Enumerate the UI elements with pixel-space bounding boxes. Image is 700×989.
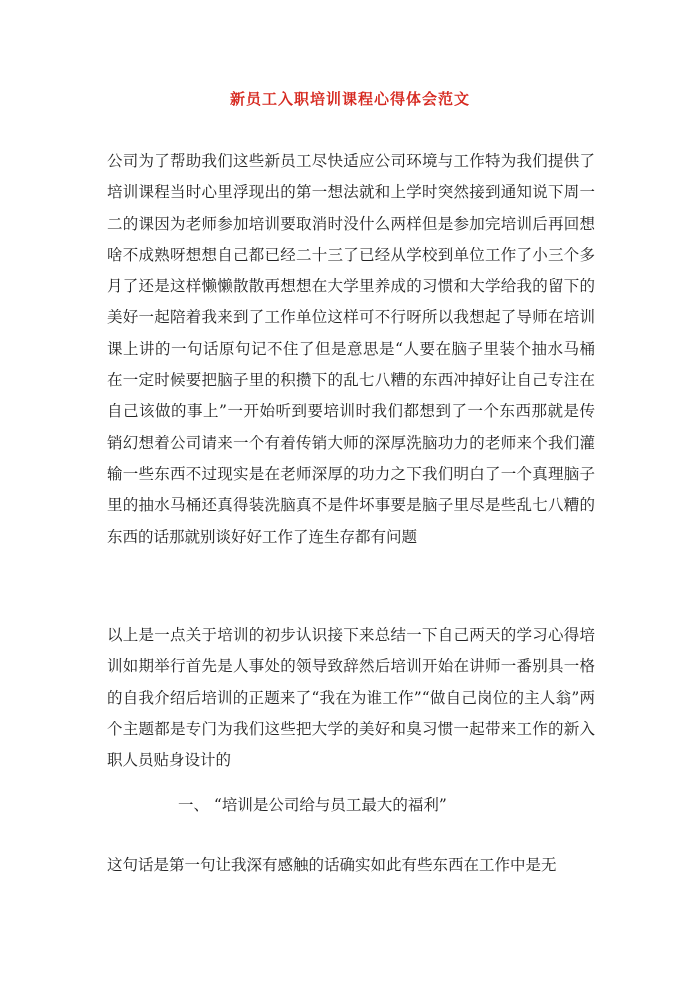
section-heading: 一、 “培训是公司给与员工最大的福利” bbox=[178, 796, 447, 814]
paragraph-3: 这句话是第一句让我深有感触的话确实如此有些东西在工作中是无 bbox=[107, 856, 557, 874]
document-title: 新员工入职培训课程心得体会范文 bbox=[229, 90, 470, 108]
paragraph-1: 公司为了帮助我们这些新员工尽快适应公司环境与工作特为我们提供了培训课程当时心里浮现出的第一想法就和上学时突然接到通知说下周一二的课因为老师参加培训要取消时没什么两样但是参加完培训后再回想啥不成熟呀想想自己都已经二十三了已经从学校到单位工作了小三个多月了还是这样懒懒散散再想想在大学里养成的习惯和大学给我的留下的美好一起陪着我来到了工作单位这样可不行呀所以我想起了导师在培训课上讲的一句话原句记不住了但是意思是“人要在脑子里装个抽水马桶在一定时候要把脑子里的积攒下的乱七八糟的东西冲掉好让自己专注在自己该做的事上”一开始听到要培训时我们都想到了一个东西那就是传销幻想着公司请来一个有着传销大师的深厚洗脑功力的老师来个我们灌输一些东西不过现实是在老师深厚的功力之下我们明白了一个真理脑子里的抽水马桶还真得装洗脑真不是件坏事要是脑子里尽是些乱七八糟的东西的话那就别谈好好工作了连生存都有问题 bbox=[107, 152, 595, 546]
paragraph-2: 以上是一点关于培训的初步认识接下来总结一下自己两天的学习心得培训如期举行首先是人事处的领导致辞然后培训开始在讲师一番别具一格的自我介绍后培训的正题来了“我在为谁工作”“做自己岗位的主人翁”两个主题都是专门为我们这些把大学的美好和臭习惯一起带来工作的新入职人员贴身设计的 bbox=[107, 626, 595, 770]
